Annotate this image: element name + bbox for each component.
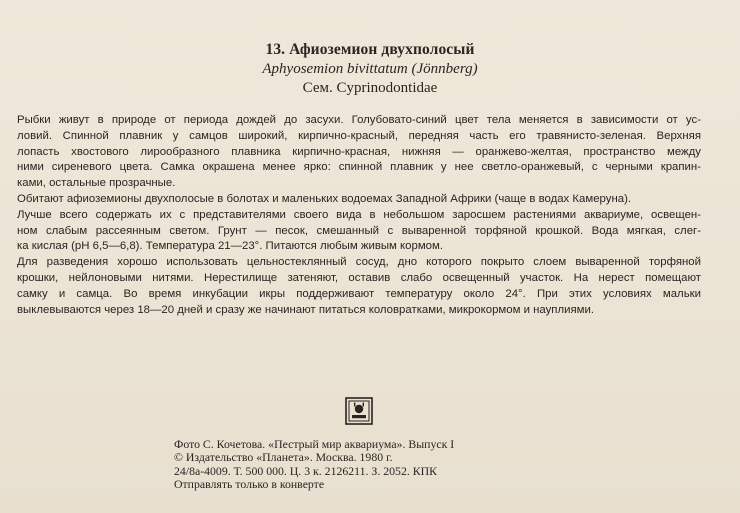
text-line: крошки, нейлоновыми нитями. Нерестилище затеняют, оставив слабо освещенный участок. На нерест помещают [17, 271, 701, 284]
text-line: самку и самца. Во время инкубации икры поддерживают температуру около 24°. При этих условиях мальки [17, 287, 701, 300]
text-line: ном слабым рассеянным светом. Грунт — песок, смешанный с вываренной торфяной крошкой. Вода мягкая, слег- [17, 224, 701, 237]
species-header [0, 40, 740, 98]
imprint [174, 438, 574, 492]
text-line: выклевываются через 18—20 дней и сразу же начинают питаться коловратками, микрокормом и науплиями. [17, 303, 594, 316]
family-name: Сем. Cyprinodontidae [302, 80, 438, 96]
text-line: Лучше всего содержать их с представителями своего вида в небольшом заросшем растениями аквариуме, освещен- [17, 208, 701, 221]
species-title: 13. Афиоземион двухполосый [265, 41, 475, 58]
mailing-note: Отправлять только в конверте [174, 477, 325, 492]
text-line: Рыбки живут в природе от периода дождей до засухи. Голубовато-синий цвет тела меняется в зависимости от ус- [17, 114, 701, 126]
photo-credit: Фото С. Кочетова. «Пестрый мир аквариума». Выпуск I [174, 437, 455, 451]
publisher-logo-icon [345, 397, 373, 425]
text-line: ними сиреневого цвета. Самка окрашена менее ярко: спинной плавник у нее светло-оранжевый, с черными крапин- [17, 161, 701, 174]
text-line: ка кислая (pH 6,5—6,8). Температура 21—23°. Питаются любым живым кормом. [17, 240, 443, 253]
text-line: Для разведения хорошо использовать цельностеклянный сосуд, дно которого покрыто слоем вываренной торфяной [17, 256, 701, 269]
description-text [17, 113, 701, 318]
text-line: Обитают афиоземионы двухполосые в болотах и маленьких водоемах Западной Африки (чаще в водах Камеруна). [17, 192, 632, 205]
text-line: лопасть хвостового лирообразного плавника кирпично-красная, нижняя — оранжево-желтая, пространство между [17, 145, 701, 158]
print-info: 24/8а-4009. Т. 500 000. Ц. 3 к. 2126211. З. 2052. КПК [174, 463, 437, 478]
latin-name: Aphyosemion bivittatum (Jönnberg) [262, 61, 478, 77]
text-line: ловий. Спинной плавник у самцов широкий, кирпично-красный, передняя часть его травянисто-зеленая. Верхняя [17, 129, 701, 142]
publisher-line: © Издательство «Планета». Москва. 1980 г. [174, 450, 393, 465]
text-line: ками, остальные прозрачные. [17, 177, 176, 190]
